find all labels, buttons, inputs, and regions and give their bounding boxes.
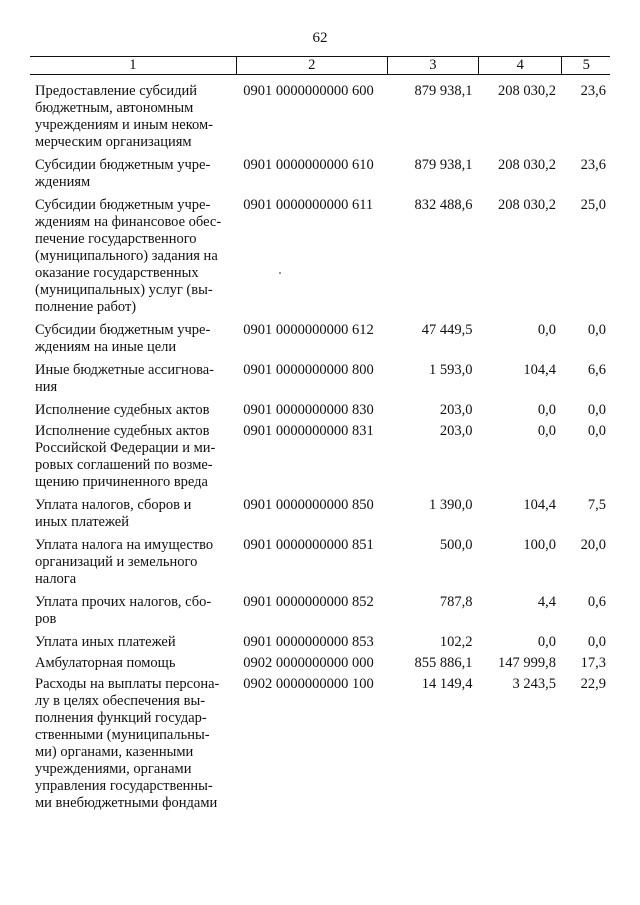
row-value-3: 203,0 <box>439 423 473 439</box>
row-value-3: 855 886,1 <box>414 655 473 671</box>
table-row <box>30 396 610 419</box>
row-value-4: 208 030,2 <box>497 157 556 173</box>
row-code: 0901 0000000000 850 <box>243 497 374 513</box>
row-code: 0901 0000000000 851 <box>243 537 374 553</box>
row-code: 0902 0000000000 000 <box>243 655 374 671</box>
row-code: 0901 0000000000 830 <box>243 402 374 418</box>
row-name: Уплата прочих налогов, сбо- ров <box>35 594 212 627</box>
row-name: Субсидии бюджетным учре- ждениям <box>35 157 211 190</box>
row-name: Субсидии бюджетным учре- ждениям на финансовое обес- печение государственного (муниципального) задания на оказание государственных (муниципальных) услуг (вы- полнение работ) <box>35 197 222 315</box>
column-header-3: 3 <box>387 57 478 75</box>
row-value-4: 104,4 <box>523 497 556 513</box>
row-value-5: 0,0 <box>587 402 606 418</box>
row-name: Расходы на выплаты персона- лу в целях обеспечения вы- полнения функций государ- ственными (муниципальны- ми) органами, казенными учреждениями, органами управления государственны- ми внебюджетными фондами <box>35 676 220 811</box>
row-value-4: 0,0 <box>537 402 556 418</box>
row-value-3: 832 488,6 <box>414 197 473 213</box>
row-name: Предоставление субсидий бюджетным, автономным учреждениям и иным неком- мерческим организациям <box>35 83 213 150</box>
row-value-4: 100,0 <box>523 537 556 553</box>
row-value-5: 20,0 <box>580 537 606 553</box>
row-value-3: 787,8 <box>439 594 473 610</box>
row-value-3: 879 938,1 <box>414 83 473 99</box>
row-value-5: 0,6 <box>587 594 606 610</box>
table-row <box>30 672 610 812</box>
budget-table <box>30 56 610 812</box>
table-row <box>30 356 610 396</box>
table-row <box>30 651 610 672</box>
row-value-5: 23,6 <box>580 157 606 173</box>
row-value-4: 208 030,2 <box>497 197 556 213</box>
row-code: 0902 0000000000 100 <box>243 676 374 692</box>
table-row <box>30 419 610 491</box>
table-row <box>30 75 610 152</box>
row-code: 0901 0000000000 612 <box>243 322 374 338</box>
row-code: 0901 0000000000 852 <box>243 594 374 610</box>
row-value-5: 22,9 <box>580 676 606 692</box>
row-value-5: 0,0 <box>587 634 606 650</box>
row-value-4: 0,0 <box>537 423 556 439</box>
row-value-5: 25,0 <box>580 197 606 213</box>
row-code: 0901 0000000000 831 <box>243 423 374 439</box>
column-header-2: 2 <box>236 57 387 75</box>
row-value-4: 0,0 <box>537 634 556 650</box>
row-value-4: 147 999,8 <box>497 655 556 671</box>
row-name: Иные бюджетные ассигнова- ния <box>35 362 214 395</box>
row-value-4: 208 030,2 <box>497 83 556 99</box>
row-value-3: 14 149,4 <box>421 676 473 692</box>
row-value-5: 0,0 <box>587 322 606 338</box>
table-row <box>30 316 610 356</box>
row-value-3: 102,2 <box>439 634 473 650</box>
table-row <box>30 491 610 531</box>
row-name: Субсидии бюджетным учре- ждениям на иные цели <box>35 322 211 355</box>
row-code: 0901 0000000000 600 <box>243 83 374 99</box>
row-value-5: 17,3 <box>580 655 606 671</box>
row-name: Уплата налогов, сборов и иных платежей <box>35 497 192 530</box>
table-row <box>30 531 610 588</box>
row-value-5: 7,5 <box>587 497 606 513</box>
row-value-5: 6,6 <box>587 362 606 378</box>
row-code: 0901 0000000000 853 <box>243 634 374 650</box>
row-value-4: 104,4 <box>523 362 556 378</box>
row-value-3: 879 938,1 <box>414 157 473 173</box>
page-number: 62 <box>312 30 328 46</box>
row-value-3: 203,0 <box>439 402 473 418</box>
row-value-3: 1 390,0 <box>428 497 473 513</box>
row-value-4: 0,0 <box>537 322 556 338</box>
row-value-3: 1 593,0 <box>428 362 473 378</box>
column-header-1: 1 <box>30 57 236 75</box>
row-value-4: 4,4 <box>537 594 556 610</box>
row-value-3: 500,0 <box>439 537 473 553</box>
table-row <box>30 151 610 191</box>
table-row <box>30 628 610 651</box>
row-value-5: 0,0 <box>587 423 606 439</box>
row-name: Исполнение судебных актов <box>35 402 210 418</box>
table-row <box>30 588 610 628</box>
row-value-4: 3 243,5 <box>512 676 556 692</box>
column-header-4: 4 <box>478 57 562 75</box>
row-name: Уплата налога на имущество организаций и земельного налога <box>35 537 214 587</box>
column-header-5: 5 <box>562 57 610 75</box>
scan-speck <box>279 272 281 274</box>
row-name: Амбулаторная помощь <box>35 655 176 671</box>
table-row <box>30 191 610 316</box>
row-code: 0901 0000000000 800 <box>243 362 374 378</box>
row-code: 0901 0000000000 610 <box>243 157 374 173</box>
row-value-3: 47 449,5 <box>421 322 473 338</box>
row-code: 0901 0000000000 611 <box>243 197 374 213</box>
row-name: Исполнение судебных актов Российской Федерации и ми- ровых соглашений по возме- щению причиненного вреда <box>35 423 216 490</box>
table-header-row <box>30 57 610 75</box>
row-name: Уплата иных платежей <box>35 634 176 650</box>
row-value-5: 23,6 <box>580 83 606 99</box>
